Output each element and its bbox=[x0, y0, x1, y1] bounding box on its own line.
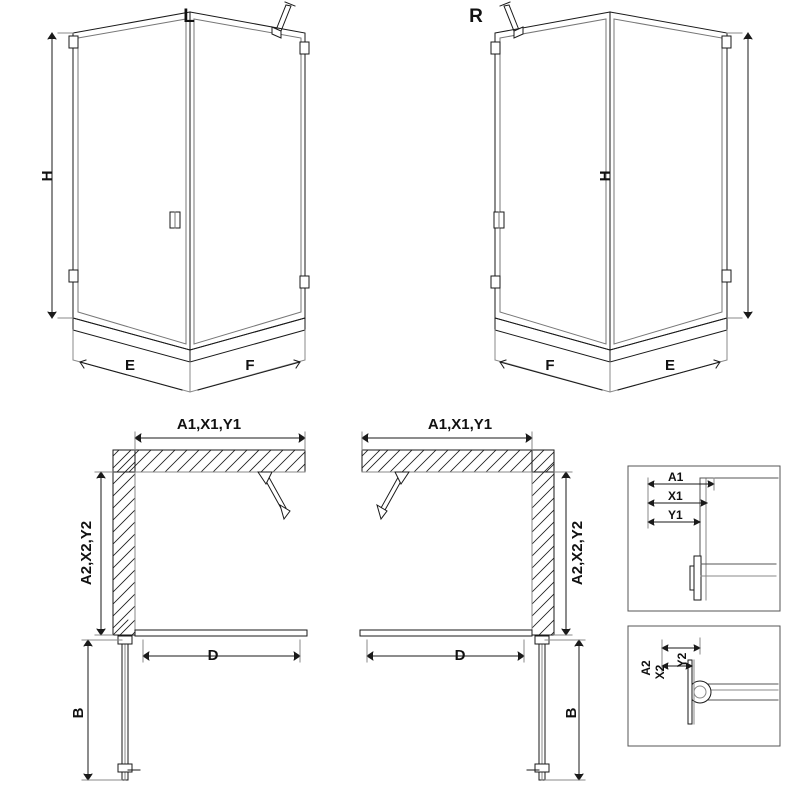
plan-left-side-dim-label: A2,X2,Y2 bbox=[78, 520, 95, 586]
iso-right-variant-label: R bbox=[469, 6, 483, 27]
plan-right-top-dim-label: A1,X1,Y1 bbox=[427, 416, 493, 433]
plan-left-inner-dim-label: D bbox=[207, 647, 219, 664]
iso-left-variant-label: L bbox=[183, 6, 195, 27]
plan-right-side-dim-label: A2,X2,Y2 bbox=[569, 520, 586, 586]
iso-left-dim-f: F bbox=[245, 357, 255, 374]
detail-top-label-y1: Y1 bbox=[668, 508, 683, 522]
iso-right-dim-f: F bbox=[545, 357, 555, 374]
detail-top-box bbox=[628, 466, 780, 611]
plan-left-door-dim-label: B bbox=[70, 707, 87, 719]
detail-bottom-label-y2: Y2 bbox=[675, 652, 689, 668]
plan-view-left bbox=[82, 432, 307, 780]
detail-bottom-box bbox=[628, 626, 780, 746]
detail-bottom-label-x2: X2 bbox=[653, 664, 667, 680]
iso-view-left bbox=[48, 2, 309, 392]
iso-left-height-label: H bbox=[39, 170, 56, 182]
detail-top-label-a1: A1 bbox=[668, 470, 684, 484]
detail-bottom-label-a2: A2 bbox=[639, 660, 653, 676]
iso-right-dim-e: E bbox=[664, 357, 676, 374]
plan-right-door-dim-label: B bbox=[563, 707, 580, 719]
iso-left-dim-e: E bbox=[124, 357, 136, 374]
detail-top-label-x1: X1 bbox=[668, 489, 683, 503]
plan-left-top-dim-label: A1,X1,Y1 bbox=[176, 416, 242, 433]
plan-view-right bbox=[360, 432, 585, 780]
iso-view-right bbox=[491, 2, 752, 392]
iso-right-height-label: H bbox=[597, 170, 614, 182]
plan-right-inner-dim-label: D bbox=[454, 647, 466, 664]
